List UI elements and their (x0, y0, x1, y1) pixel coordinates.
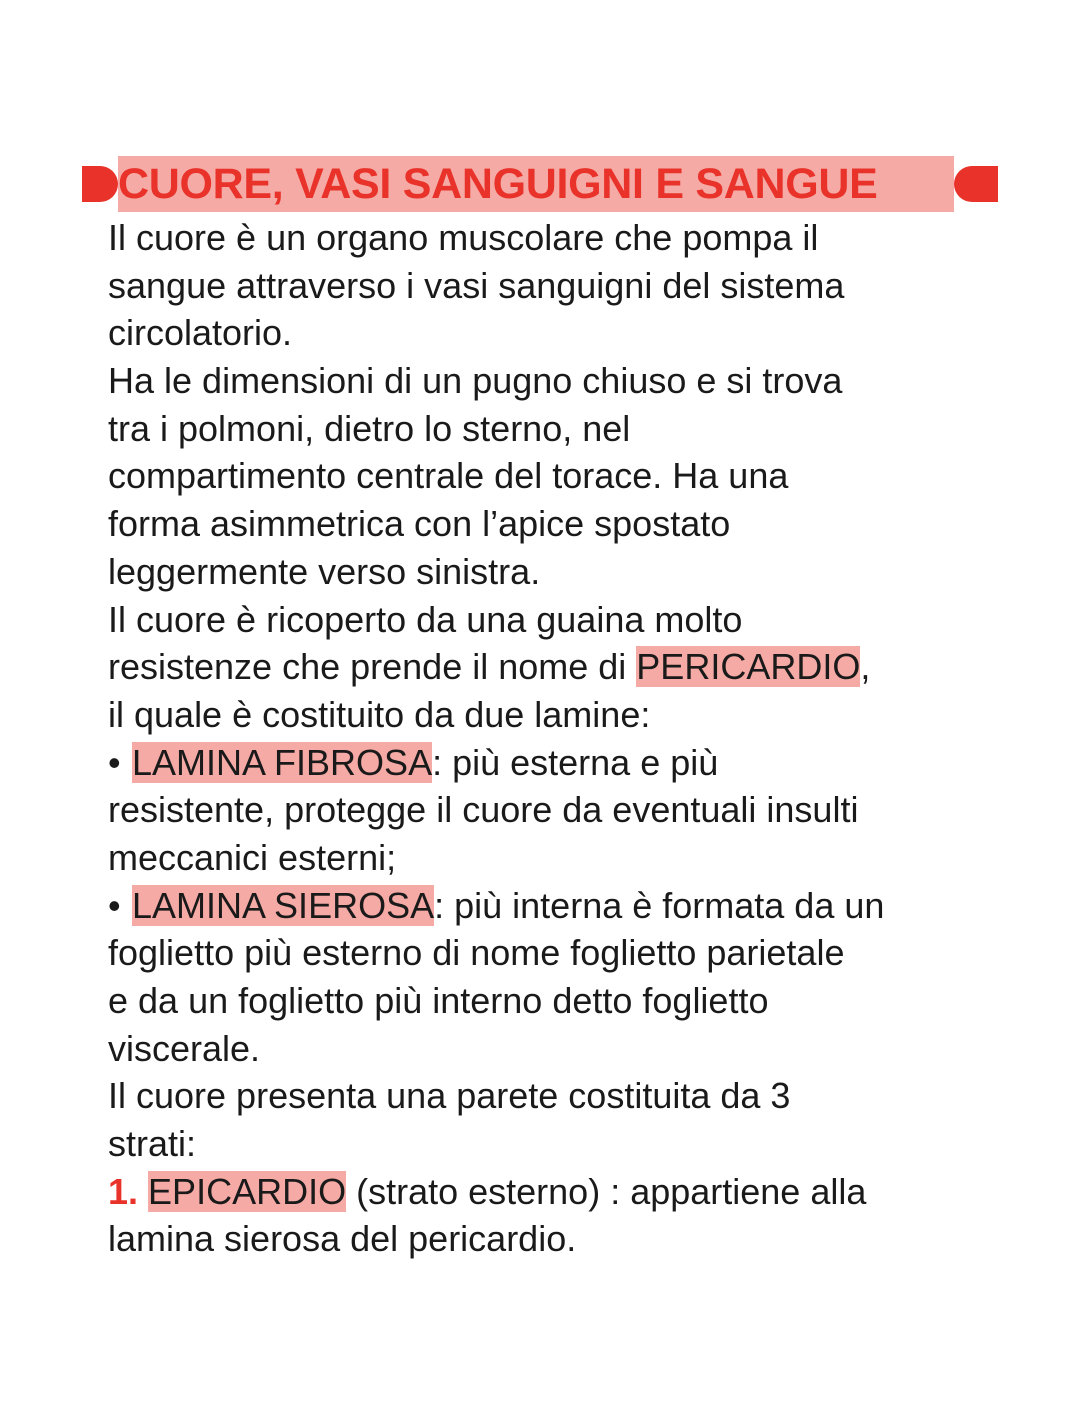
bullet-item-lamina-fibrosa (108, 739, 1008, 787)
paragraph-line: forma asimmetrica con l’apice spostato (108, 503, 731, 545)
paragraph-line: sangue attraverso i vasi sanguigni del sistema (108, 264, 845, 306)
title-left-cap (82, 166, 118, 202)
text-segment: : più interna è formata da un (434, 884, 885, 926)
paragraph-line: Il cuore è un organo muscolare che pompa il (108, 217, 819, 258)
bullet-icon: • (108, 884, 121, 926)
term-epicardio: EPICARDIO (148, 1170, 347, 1212)
bullet-item-lamina-sierosa (108, 882, 1008, 930)
text-segment: (strato esterno) : appartiene alla (346, 1170, 867, 1212)
paragraph-line: Ha le dimensioni di un pugno chiuso e si trova (108, 360, 843, 402)
paragraph-line: e da un foglietto più interno detto foglietto (108, 980, 769, 1021)
numbered-item-epicardio (108, 1168, 1008, 1216)
item-number: 1. (108, 1170, 139, 1212)
page-title: CUORE, VASI SANGUIGNI E SANGUE (118, 156, 954, 212)
title-banner (82, 156, 1002, 212)
paragraph-line: Il cuore è ricoperto da una guaina molto (108, 598, 743, 640)
paragraph-line: leggermente verso sinistra. (108, 550, 541, 592)
paragraph-line: viscerale. (108, 1027, 261, 1069)
paragraph-line: resistente, protegge il cuore da eventuali insulti (108, 789, 859, 831)
paragraph-line: compartimento centrale del torace. Ha una (108, 455, 789, 497)
paragraph-line: foglietto più esterno di nome foglietto parietale (108, 932, 845, 974)
paragraph-line: Il cuore presenta una parete costituita da 3 (108, 1075, 791, 1117)
paragraph-line: lamina sierosa del pericardio. (108, 1218, 577, 1260)
paragraph-line: tra i polmoni, dietro lo sterno, nel (108, 407, 631, 449)
bullet-icon: • (108, 741, 121, 783)
paragraph-line: strati: (108, 1123, 197, 1165)
title-right-cap (954, 166, 998, 202)
text-segment: : più esterna e più (432, 741, 719, 783)
term-pericardio: PERICARDIO (636, 646, 861, 688)
document-body (108, 214, 1008, 1263)
text-segment: resistenze che prende il nome di (108, 646, 637, 688)
term-lamina-sierosa: LAMINA SIEROSA (132, 884, 435, 926)
paragraph-line: il quale è costituito da due lamine: (108, 693, 651, 735)
paragraph-line: meccanici esterni; (108, 836, 397, 878)
paragraph-line: circolatorio. (108, 312, 293, 354)
text-segment: , (860, 646, 871, 688)
term-lamina-fibrosa: LAMINA FIBROSA (132, 741, 433, 783)
paragraph-line (108, 643, 1008, 691)
